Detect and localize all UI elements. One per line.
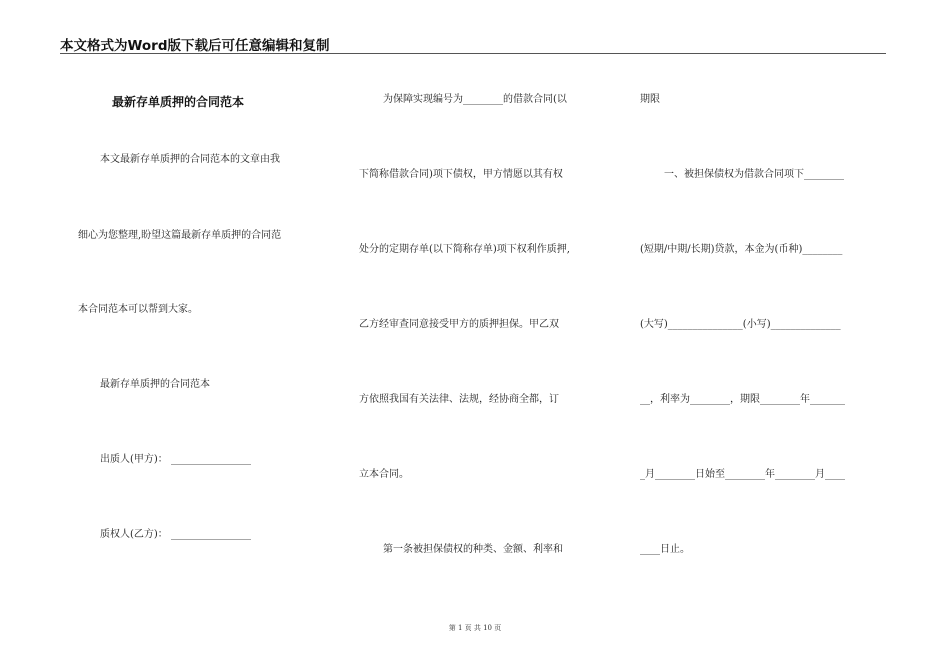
pledgee-field: 质权人(乙方)： ________________ (100, 529, 251, 540)
col1-line-2: 细心为您整理,盼望这篇最新存单质押的合同范 (78, 230, 282, 241)
col1-line-1: 本文最新存单质押的合同范本的文章由我 (100, 154, 280, 165)
col3-line-5: __，利率为________，期限________年_______ (640, 394, 845, 405)
col3-line-7: ____日止。 (640, 544, 690, 555)
page-header: 本文格式为Word版下载后可任意编辑和复制 (60, 38, 330, 54)
col2-line-6: 立本合同。 (359, 469, 409, 480)
col3-line-1: 期限 (640, 94, 660, 105)
col3-line-3: (短期/中期/长期)贷款，本金为(币种)________ (640, 244, 843, 255)
pledgor-field: 出质人(甲方)： ________________ (100, 454, 251, 465)
col3-line-6: _月________日始至________年________月____ (640, 469, 845, 480)
col2-line-5: 方依照我国有关法律、法规，经协商全都，订 (359, 394, 559, 405)
document-title: 最新存单质押的合同范本 (112, 95, 245, 109)
header-divider (60, 53, 886, 54)
col2-line-7: 第一条被担保债权的种类、金额、利率和 (383, 544, 563, 555)
col1-line-3: 本合同范本可以帮到大家。 (78, 304, 198, 315)
col1-line-4: 最新存单质押的合同范本 (100, 379, 210, 390)
col2-line-2: 下简称借款合同)项下债权，甲方情愿以其有权 (359, 169, 563, 180)
col3-line-2: 一、被担保债权为借款合同项下________ (664, 169, 844, 180)
col2-line-3: 处分的定期存单(以下简称存单)项下权利作质押, (359, 244, 570, 255)
col2-line-4: 乙方经审查同意接受甲方的质押担保。甲乙双 (359, 319, 559, 330)
col3-line-4: (大写)_______________(小写)______________ (640, 319, 841, 330)
col2-line-1: 为保障实现编号为________的借款合同(以 (383, 94, 567, 105)
page-footer: 第 1 页 共 10 页 (448, 624, 502, 632)
